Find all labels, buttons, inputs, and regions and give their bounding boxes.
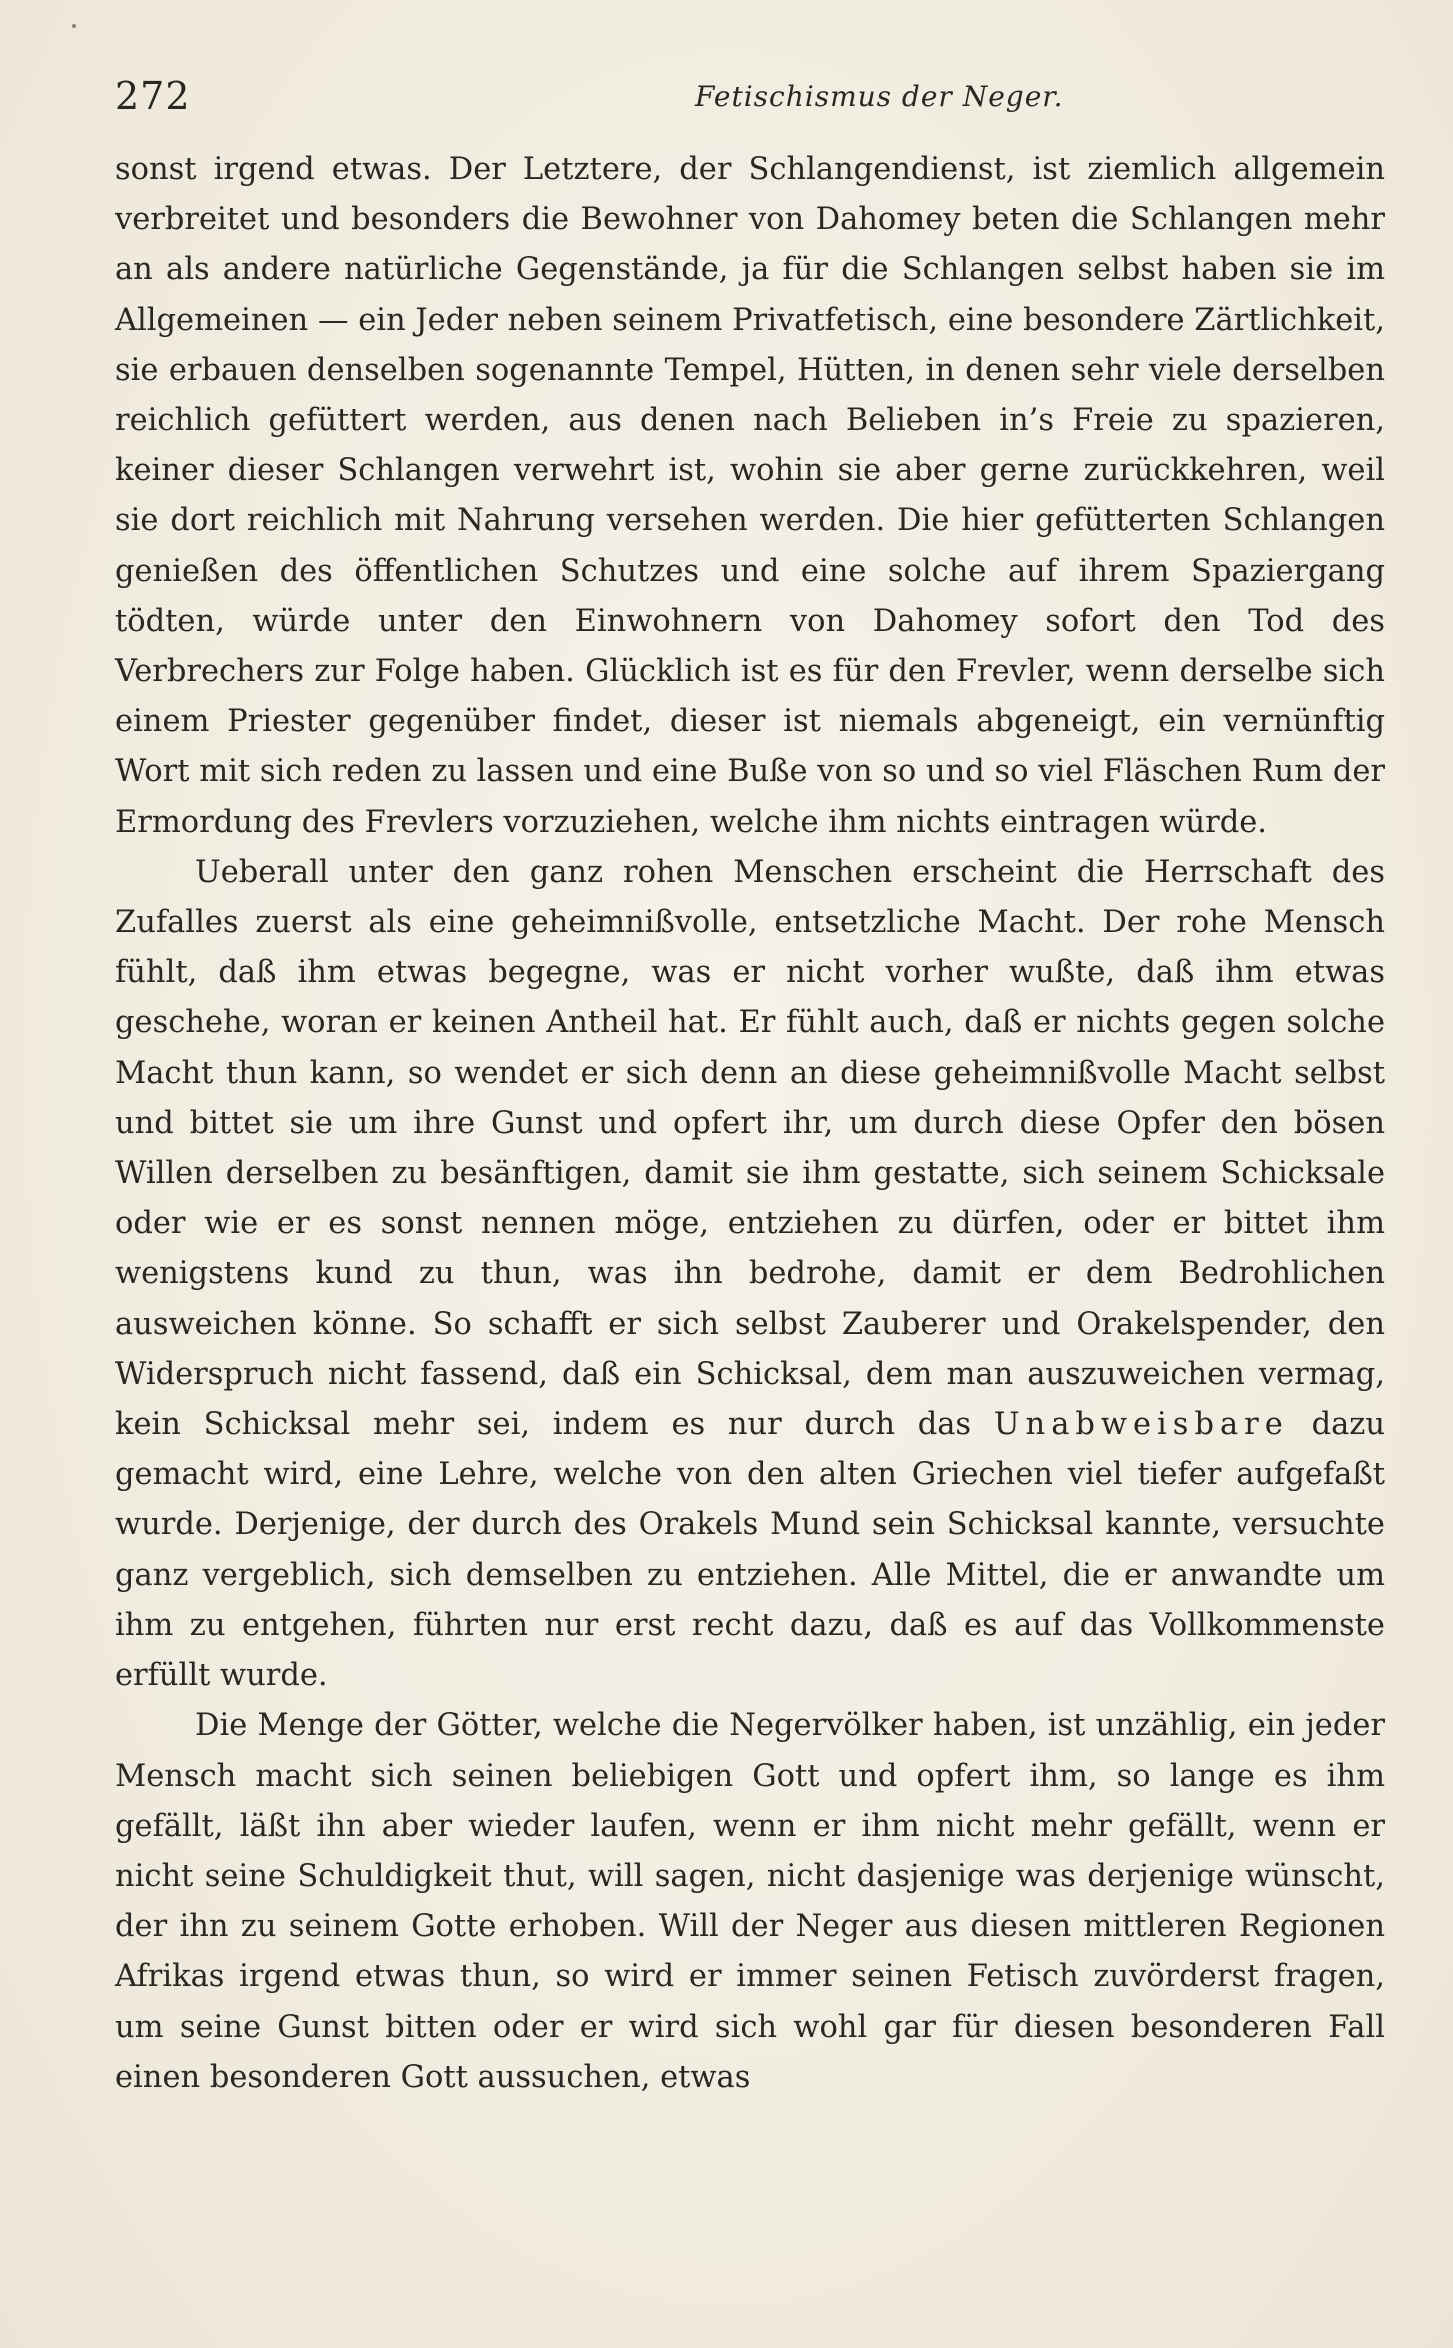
page-header — [115, 70, 1385, 120]
running-title: Fetischismus der Neger. — [695, 80, 1064, 113]
paragraph-2-part-b: dazu gemacht wird, eine Lehre, welche von den alten Griechen viel tiefer aufgefaßt wurde. Derjenige, der durch des Orakels Mund sein Schicksal kannte, versuchte ganz vergeblich, sich demselben zu entziehen. Alle Mittel, die er anwandte um ihm zu entgehen, führten nur erst recht dazu, daß es auf das Vollkommenste erfüllt wurde. — [115, 1407, 1385, 1694]
emphasized-word: Unabweisbare — [993, 1407, 1289, 1443]
paragraph-3: Die Menge der Götter, welche die Negervölker haben, ist unzählig, ein jeder Mensch macht sich seinen beliebigen Gott und opfert ihm, so lange es ihm gefällt, läßt ihn aber wieder laufen, wenn er ihm nicht mehr gefällt, wenn er nicht seine Schuldigkeit thut, will sagen, nicht dasjenige was derjenige wünscht, der ihn zu seinem Gotte erhoben. Will der Neger aus diesen mittleren Regionen Afrikas irgend etwas thun, so wird er immer seinen Fetisch zuvörderst fragen, um seine Gunst bitten oder er wird sich wohl gar für diesen besonderen Fall einen besonderen Gott aussuchen, etwas — [115, 1708, 1385, 2095]
paragraph-1: sonst irgend etwas. Der Letztere, der Schlangendienst, ist ziemlich allgemein verbreitet und besonders die Bewohner von Dahomey beten die Schlangen mehr an als andere natürliche Gegenstände, ja für die Schlangen selbst haben sie im Allgemeinen — ein Jeder neben seinem Privatfetisch, eine besondere Zärtlichkeit, sie erbauen denselben sogenannte Tempel, Hütten, in denen sehr viele derselben reichlich gefüttert werden, aus denen nach Belieben in’s Freie zu spazieren, keiner dieser Schlangen verwehrt ist, wohin sie aber gerne zurückkehren, weil sie dort reichlich mit Nahrung versehen werden. Die hier gefütterten Schlangen genießen des öffentlichen Schutzes und eine solche auf ihrem Spaziergang tödten, würde unter den Einwohnern von Dahomey sofort den Tod des Verbrechers zur Folge haben. Glücklich ist es für den Frevler, wenn derselbe sich einem Priester gegenüber findet, dieser ist niemals abgeneigt, ein vernünftig Wort mit sich reden zu lassen und eine Buße von so und so viel Fläschen Rum der Ermordung des Frevlers vorzuziehen, welche ihm nichts eintragen würde. — [115, 152, 1385, 840]
body-text — [115, 145, 1385, 2103]
page-number: 272 — [115, 74, 191, 118]
paper-speck — [72, 24, 76, 28]
paragraph-2-part-a: Ueberall unter den ganz rohen Menschen erscheint die Herrschaft des Zufalles zuerst als eine geheimnißvolle, entsetzliche Macht. Der rohe Mensch fühlt, daß ihm etwas begegne, was er nicht vorher wußte, daß ihm etwas geschehe, woran er keinen Antheil hat. Er fühlt auch, daß er nichts gegen solche Macht thun kann, so wendet er sich denn an diese geheimnißvolle Macht selbst und bittet sie um ihre Gunst und opfert ihr, um durch diese Opfer den bösen Willen derselben zu besänftigen, damit sie ihm gestatte, sich seinem Schicksale oder wie er es sonst nennen möge, entziehen zu dürfen, oder er bittet ihm wenigstens kund zu thun, was ihn bedrohe, damit er dem Bedrohlichen ausweichen könne. So schafft er sich selbst Zauberer und Orakelspender, den Widerspruch nicht fassend, daß ein Schicksal, dem man auszuweichen vermag, kein Schicksal mehr sei, indem es nur durch das — [115, 854, 1385, 1443]
paragraph-2 — [115, 848, 1385, 1701]
